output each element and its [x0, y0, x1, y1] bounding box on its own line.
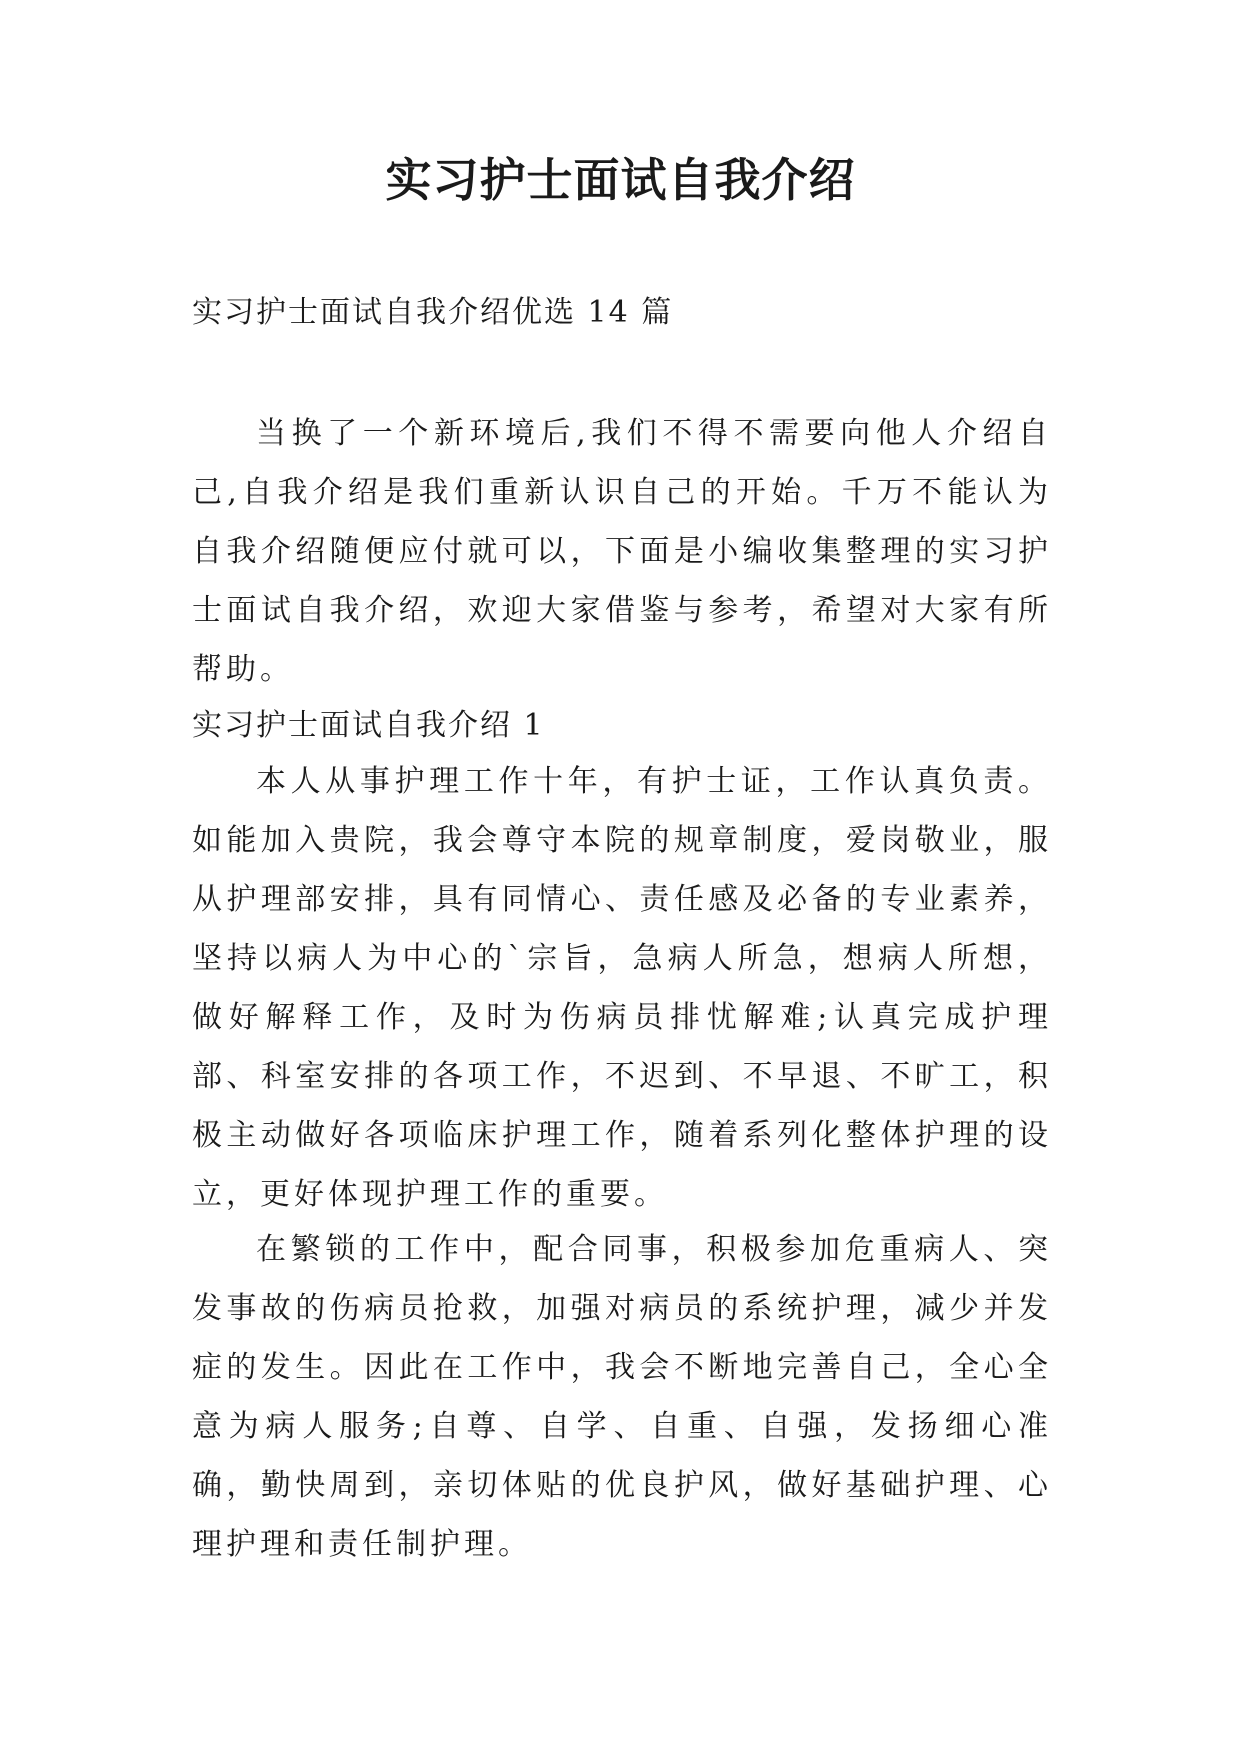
intro-paragraph: 当换了一个新环境后,我们不得不需要向他人介绍自己,自我介绍是我们重新认识自己的开始。千万不能认为自我介绍随便应付就可以，下面是小编收集整理的实习护士面试自我介绍，欢迎大家借鉴与参考，希望对大家有所帮助。: [192, 416, 1052, 687]
document-title: 实习护士面试自我介绍: [385, 153, 856, 207]
section-heading: 实习护士面试自我介绍 1: [192, 708, 545, 743]
body-paragraph: 在繁锁的工作中，配合同事，积极参加危重病人、突发事故的伤病员抢救，加强对病员的系统护理，减少并发症的发生。因此在工作中，我会不断地完善自己，全心全意为病人服务;自尊、自学、自重、自强，发扬细心准确，勤快周到，亲切体贴的优良护风，做好基础护理、心理护理和责任制护理。: [192, 1232, 1052, 1562]
body-paragraph: 本人从事护理工作十年，有护士证，工作认真负责。如能加入贵院，我会尊守本院的规章制度，爱岗敬业，服从护理部安排，具有同情心、责任感及必备的专业素养，坚持以病人为中心的`宗旨，急病人所急，想病人所想，做好解释工作，及时为伤病员排忧解难;认真完成护理部、科室安排的各项工作，不迟到、不早退、不旷工，积极主动做好各项临床护理工作，随着系列化整体护理的设立，更好体现护理工作的重要。: [192, 764, 1052, 1212]
document-subtitle: 实习护士面试自我介绍优选 14 篇: [192, 295, 674, 330]
